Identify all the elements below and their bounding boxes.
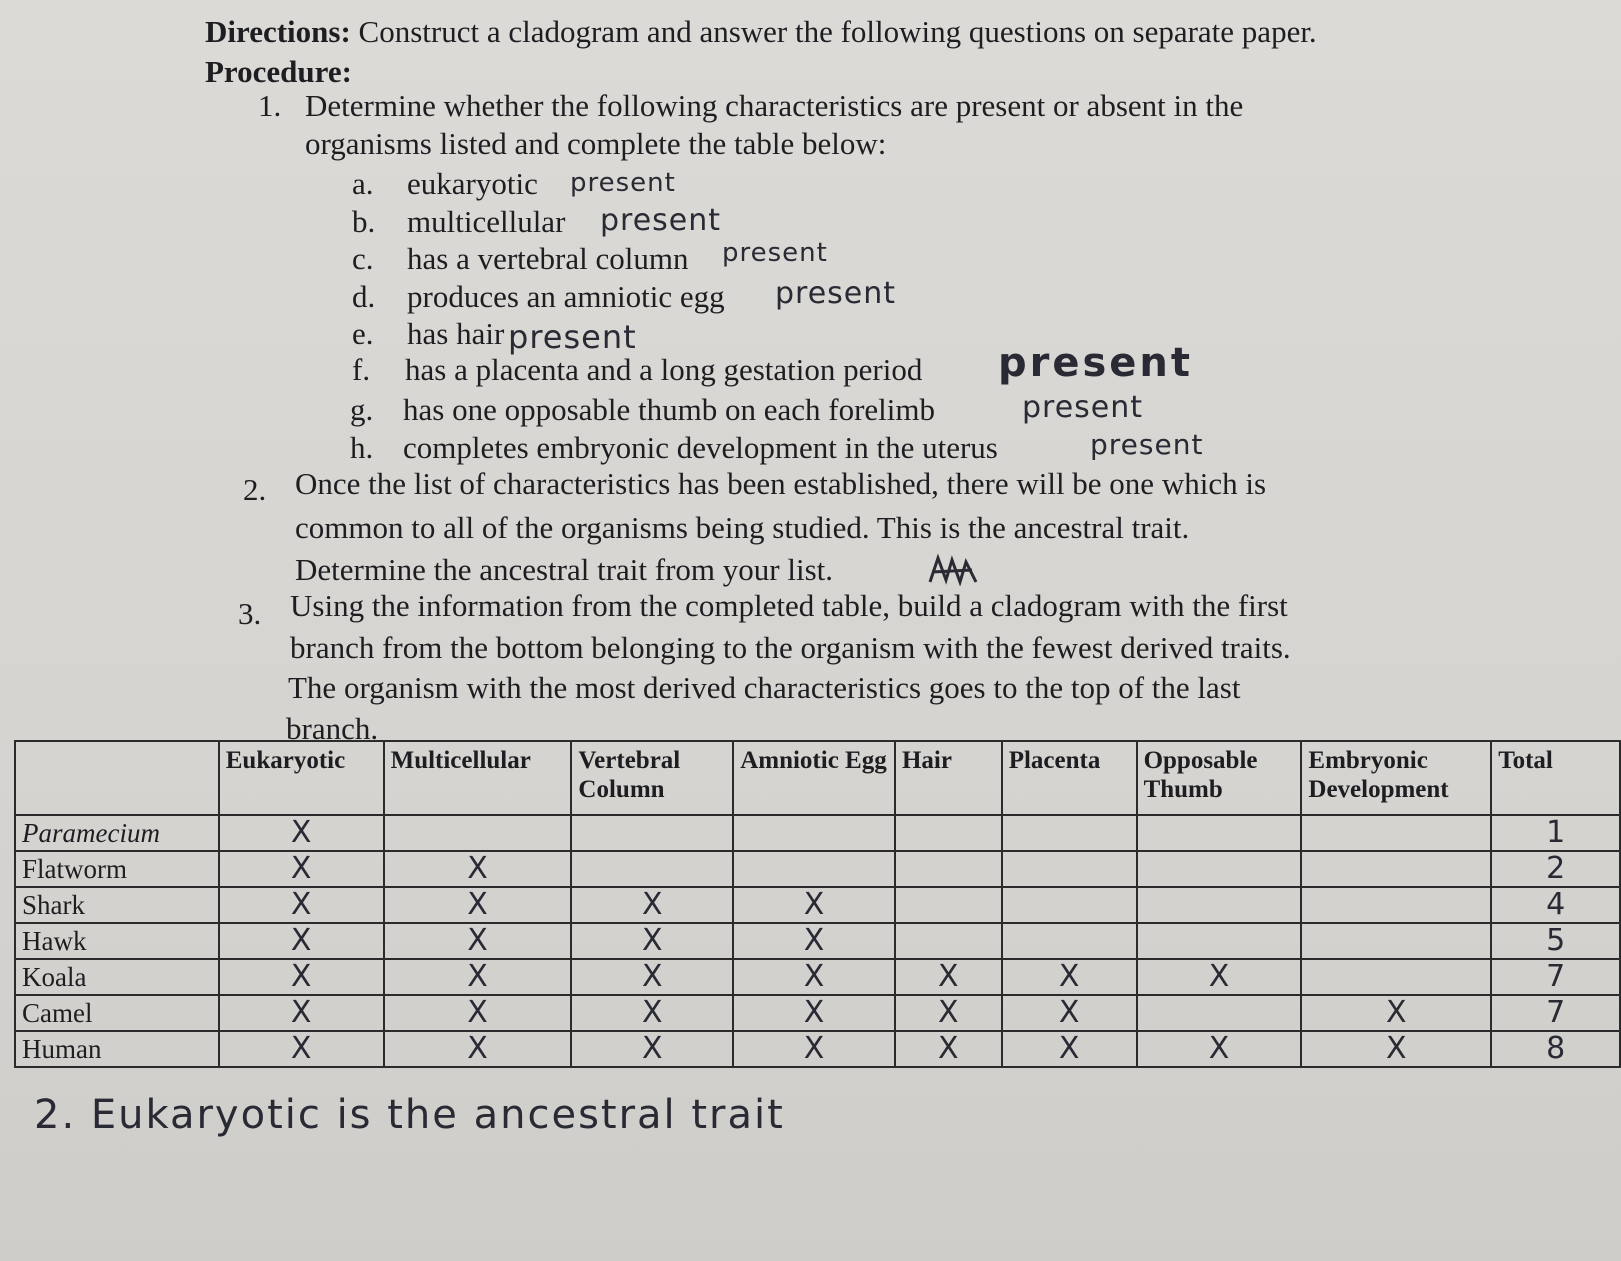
char-a-text: eukaryotic bbox=[407, 166, 538, 201]
mark-cell: X bbox=[384, 995, 572, 1031]
char-g-text: has one opposable thumb on each forelimb bbox=[403, 392, 936, 427]
mark-cell: X bbox=[571, 887, 733, 923]
mark-cell: X bbox=[733, 923, 895, 959]
char-c-letter: c. bbox=[352, 241, 374, 276]
total-cell: 7 bbox=[1491, 995, 1620, 1031]
organism-name: Camel bbox=[15, 995, 219, 1031]
mark-cell: X bbox=[219, 959, 384, 995]
mark-cell: X bbox=[571, 995, 733, 1031]
mark-cell bbox=[1002, 887, 1137, 923]
char-d-letter: d. bbox=[352, 279, 376, 314]
directions-label: Directions: bbox=[205, 14, 351, 49]
mark-cell: X bbox=[1137, 959, 1302, 995]
mark-cell: X bbox=[895, 995, 1002, 1031]
char-b-answer: present bbox=[600, 203, 722, 238]
mark-cell: X bbox=[733, 995, 895, 1031]
mark-cell: X bbox=[219, 887, 384, 923]
char-g-answer: present bbox=[1022, 390, 1144, 425]
mark-cell bbox=[1137, 815, 1302, 851]
mark-cell: X bbox=[1137, 1031, 1302, 1067]
table-row bbox=[15, 959, 1620, 995]
char-b-text: multicellular bbox=[407, 204, 566, 239]
mark-cell bbox=[895, 923, 1002, 959]
char-d-answer: present bbox=[775, 276, 897, 311]
table-row bbox=[15, 887, 1620, 923]
mark-cell bbox=[895, 815, 1002, 851]
total-cell: 8 bbox=[1491, 1031, 1620, 1067]
total-cell: 7 bbox=[1491, 959, 1620, 995]
step3-line4: branch. bbox=[286, 711, 379, 746]
table-row bbox=[15, 851, 1620, 887]
mark-cell bbox=[1301, 815, 1491, 851]
total-cell: 5 bbox=[1491, 923, 1620, 959]
char-h-answer: present bbox=[1090, 428, 1204, 461]
mark-cell bbox=[1002, 815, 1137, 851]
mark-cell bbox=[1137, 923, 1302, 959]
mark-cell: X bbox=[895, 959, 1002, 995]
char-a-letter: a. bbox=[352, 166, 374, 201]
organism-name: Shark bbox=[15, 887, 219, 923]
step2-line3: Determine the ancestral trait from your list. bbox=[295, 552, 834, 587]
char-a-answer: present bbox=[570, 168, 676, 198]
char-h-letter: h. bbox=[350, 430, 374, 465]
char-f-answer: present bbox=[998, 340, 1194, 386]
organism-name: Human bbox=[15, 1031, 219, 1067]
mark-cell bbox=[1301, 923, 1491, 959]
mark-cell: X bbox=[219, 851, 384, 887]
mark-cell: X bbox=[1002, 995, 1137, 1031]
organism-name: Hawk bbox=[15, 923, 219, 959]
mark-cell: X bbox=[384, 1031, 572, 1067]
table-row bbox=[15, 923, 1620, 959]
mark-cell: X bbox=[895, 1031, 1002, 1067]
characteristics-table bbox=[14, 740, 1621, 1068]
header-blank bbox=[15, 741, 219, 815]
header-hair: Hair bbox=[895, 741, 1002, 815]
mark-cell bbox=[571, 815, 733, 851]
header-amniotic-egg: Amniotic Egg bbox=[733, 741, 895, 815]
step2-line1: Once the list of characteristics has been established, there will be one which is bbox=[295, 466, 1267, 501]
header-embryonic-development: Embryonic Development bbox=[1301, 741, 1491, 815]
step1-line2: organisms listed and complete the table below: bbox=[305, 126, 887, 161]
mark-cell bbox=[1301, 851, 1491, 887]
mark-cell bbox=[1137, 995, 1302, 1031]
mark-cell bbox=[1002, 851, 1137, 887]
step3-line2: branch from the bottom belonging to the organism with the fewest derived traits. bbox=[290, 630, 1291, 665]
table-row bbox=[15, 1031, 1620, 1067]
mark-cell: X bbox=[733, 959, 895, 995]
mark-cell: X bbox=[384, 887, 572, 923]
table-header-row bbox=[15, 741, 1620, 815]
header-total: Total bbox=[1491, 741, 1620, 815]
char-b-letter: b. bbox=[352, 204, 376, 239]
mark-cell: X bbox=[219, 815, 384, 851]
mark-cell bbox=[384, 815, 572, 851]
step3-line1: Using the information from the completed table, build a cladogram with the first bbox=[290, 588, 1288, 623]
mark-cell: X bbox=[571, 923, 733, 959]
mark-cell: X bbox=[733, 1031, 895, 1067]
mark-cell bbox=[1301, 887, 1491, 923]
mark-cell: X bbox=[219, 923, 384, 959]
mark-cell bbox=[1137, 851, 1302, 887]
directions-text: Construct a cladogram and answer the following questions on separate paper. bbox=[358, 14, 1317, 49]
step2-number: 2. bbox=[243, 472, 267, 507]
mark-cell: X bbox=[219, 1031, 384, 1067]
char-e-answer: present bbox=[508, 318, 637, 356]
step3-line3: The organism with the most derived characteristics goes to the top of the last bbox=[288, 670, 1241, 705]
char-c-answer: present bbox=[722, 238, 828, 268]
char-h-text: completes embryonic development in the uterus bbox=[403, 430, 998, 465]
step1-number: 1. bbox=[258, 88, 282, 123]
header-vertebral-column: Vertebral Column bbox=[571, 741, 733, 815]
mark-cell bbox=[1002, 923, 1137, 959]
step3-number: 3. bbox=[238, 596, 262, 631]
mark-cell: X bbox=[1301, 1031, 1491, 1067]
header-opposable-thumb: Opposable Thumb bbox=[1137, 741, 1302, 815]
step1-line1: Determine whether the following characteristics are present or absent in the bbox=[305, 88, 1244, 123]
char-d-text: produces an amniotic egg bbox=[407, 279, 725, 314]
char-g-letter: g. bbox=[350, 392, 374, 427]
total-cell: 4 bbox=[1491, 887, 1620, 923]
mark-cell: X bbox=[384, 959, 572, 995]
mark-cell: X bbox=[384, 851, 572, 887]
mark-cell bbox=[733, 851, 895, 887]
char-e-text: has hair bbox=[407, 316, 505, 351]
mark-cell: X bbox=[733, 887, 895, 923]
directions-line bbox=[205, 14, 1317, 50]
step2-line2: common to all of the organisms being studied. This is the ancestral trait. bbox=[295, 510, 1190, 545]
mark-cell bbox=[895, 887, 1002, 923]
total-cell: 2 bbox=[1491, 851, 1620, 887]
total-cell: 1 bbox=[1491, 815, 1620, 851]
mark-cell bbox=[571, 851, 733, 887]
mark-cell: X bbox=[1301, 995, 1491, 1031]
mark-cell bbox=[1137, 887, 1302, 923]
procedure-label: Procedure: bbox=[205, 54, 352, 89]
mark-cell: X bbox=[384, 923, 572, 959]
mark-cell: X bbox=[1002, 959, 1137, 995]
organism-name: Flatworm bbox=[15, 851, 219, 887]
ancestral-trait-answer: 2. Eukaryotic is the ancestral trait bbox=[34, 1092, 785, 1138]
mark-cell: X bbox=[571, 1031, 733, 1067]
organism-name: Koala bbox=[15, 959, 219, 995]
mark-cell: X bbox=[571, 959, 733, 995]
table-row bbox=[15, 815, 1620, 851]
header-multicellular: Multicellular bbox=[384, 741, 572, 815]
header-eukaryotic: Eukaryotic bbox=[219, 741, 384, 815]
char-c-text: has a vertebral column bbox=[407, 241, 689, 276]
char-e-letter: e. bbox=[352, 316, 374, 351]
table-row bbox=[15, 995, 1620, 1031]
organism-name: Paramecium bbox=[15, 815, 219, 851]
mark-cell bbox=[895, 851, 1002, 887]
char-f-text: has a placenta and a long gestation period bbox=[405, 352, 923, 387]
header-placenta: Placenta bbox=[1002, 741, 1137, 815]
mark-cell: X bbox=[219, 995, 384, 1031]
scribble-mark bbox=[926, 552, 982, 591]
mark-cell bbox=[1301, 959, 1491, 995]
mark-cell bbox=[733, 815, 895, 851]
char-f-letter: f. bbox=[352, 352, 371, 387]
mark-cell: X bbox=[1002, 1031, 1137, 1067]
